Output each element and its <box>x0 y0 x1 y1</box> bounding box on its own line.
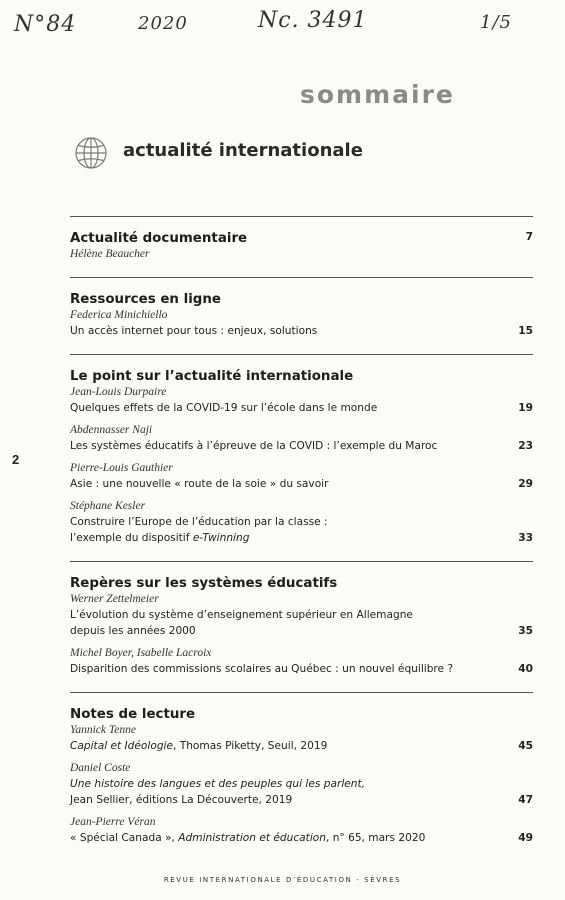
toc-entry <box>70 499 533 546</box>
toc-entry <box>70 385 533 416</box>
journal-footer: REVUE INTERNATIONALE D’ÉDUCATION - SÈVRES <box>163 876 402 884</box>
toc-section <box>70 562 533 692</box>
article-title-line: Jean Sellier, éditions La Découverte, 2019 <box>70 794 293 806</box>
article-title-line: depuis les années 2000 <box>70 625 196 637</box>
handwritten-issue-number: N°84 <box>14 12 77 37</box>
toc-entry <box>70 761 533 808</box>
page-reference: 19 <box>518 402 533 414</box>
author-name: Werner Zettelmeier <box>70 593 159 605</box>
toc-entry <box>70 461 533 492</box>
toc-section-heading: Le point sur l’actualité internationale <box>70 369 354 384</box>
toc-entry <box>70 723 533 754</box>
handwritten-reference: Nc. 3491 <box>258 8 368 33</box>
article-title-line: Disparition des commissions scolaires au Québec : un nouvel équilibre ? <box>70 663 454 675</box>
article-title-line: Les systèmes éducatifs à l’épreuve de la COVID : l’exemple du Maroc <box>70 440 438 452</box>
author-name: Yannick Tenne <box>70 724 136 736</box>
page-reference: 23 <box>518 440 533 452</box>
handwritten-year: 2020 <box>138 13 188 34</box>
page-reference: 35 <box>518 625 533 637</box>
article-title-line: Construire l’Europe de l’éducation par la classe : <box>70 516 328 528</box>
article-title-line: Un accès internet pour tous : enjeux, solutions <box>70 325 318 337</box>
article-title-line: Capital et Idéologie, Thomas Piketty, Seuil, 2019 <box>70 740 328 752</box>
page-number: 2 <box>12 452 20 467</box>
article-title-line: « Spécial Canada », Administration et éducation, n° 65, mars 2020 <box>70 832 426 844</box>
author-name: Hélène Beaucher <box>70 248 150 260</box>
page-reference: 7 <box>525 231 533 243</box>
toc-section <box>70 355 533 561</box>
toc-entry <box>70 646 533 677</box>
author-name: Jean-Pierre Véran <box>70 816 156 828</box>
article-title-line: L’évolution du système d’enseignement supérieur en Allemagne <box>70 609 413 621</box>
table-of-contents <box>70 216 533 861</box>
author-name: Abdennasser Naji <box>70 424 153 436</box>
article-title-line: Asie : une nouvelle « route de la soie » du savoir <box>70 478 329 490</box>
page-reference: 33 <box>518 532 533 544</box>
handwritten-page-count: 1/5 <box>480 12 512 33</box>
page-reference: 15 <box>518 325 533 337</box>
article-title-line: l’exemple du dispositif e-Twinning <box>70 532 250 544</box>
page-reference: 47 <box>518 794 533 806</box>
toc-entry <box>70 592 533 639</box>
article-title-line: Quelques effets de la COVID-19 sur l’école dans le monde <box>70 402 378 414</box>
author-name: Pierre-Louis Gauthier <box>70 462 173 474</box>
author-name: Jean-Louis Durpaire <box>70 386 167 398</box>
toc-section-heading: Ressources en ligne <box>70 292 221 307</box>
toc-section-heading: Actualité documentaire <box>70 231 248 246</box>
author-name: Michel Boyer, Isabelle Lacroix <box>70 647 212 659</box>
page-title: sommaire <box>300 80 455 109</box>
page-reference: 45 <box>518 740 533 752</box>
toc-entry <box>70 815 533 846</box>
section-heading: actualité internationale <box>123 140 363 161</box>
toc-section-heading: Repères sur les systèmes éducatifs <box>70 576 338 591</box>
author-name: Federica Minichiello <box>70 309 168 321</box>
toc-entry <box>70 423 533 454</box>
toc-section <box>70 278 533 354</box>
page-reference: 49 <box>518 832 533 844</box>
author-name: Daniel Coste <box>70 762 131 774</box>
page-reference: 29 <box>518 478 533 490</box>
toc-section <box>70 693 533 861</box>
article-title-line: Une histoire des langues et des peuples qui les parlent, <box>70 778 366 790</box>
author-name: Stéphane Kesler <box>70 500 146 512</box>
page-reference: 40 <box>518 663 533 675</box>
globe-icon <box>74 136 108 170</box>
toc-entry <box>70 308 533 339</box>
toc-section-heading: Notes de lecture <box>70 707 196 722</box>
toc-section <box>70 217 533 277</box>
